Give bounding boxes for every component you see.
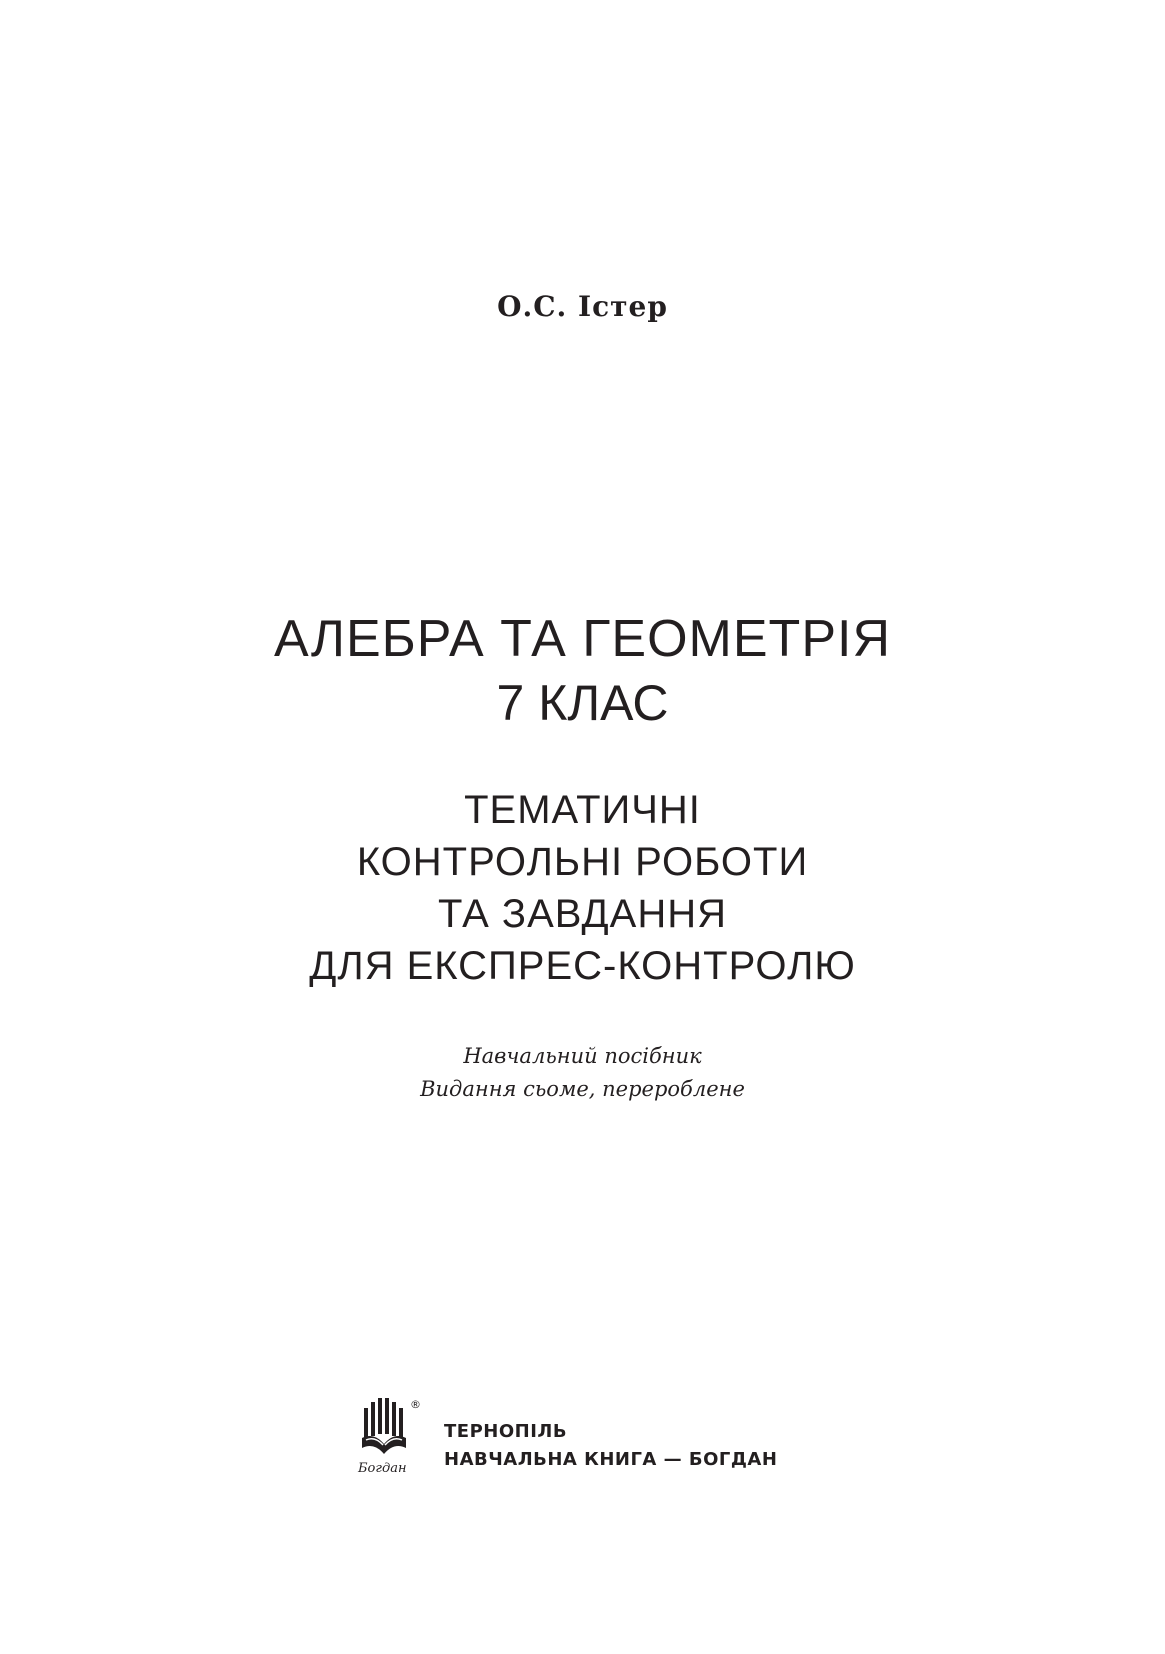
title-line-2: 7 КЛАС <box>496 675 669 731</box>
subtitle-line-4: ДЛЯ ЕКСПРЕС-КОНТРОЛЮ <box>309 944 856 988</box>
subtitle-line-2: КОНТРОЛЬНІ РОБОТИ <box>356 840 809 884</box>
logo-script-text: Богдан <box>358 1461 407 1476</box>
edition-line-1: Навчальний посібник <box>463 1044 702 1068</box>
book-title <box>0 605 1165 733</box>
book-wheat-logo-icon <box>356 1398 426 1478</box>
title-line-1: АЛЕБРА ТА ГЕОМЕТРІЯ <box>274 610 891 668</box>
publisher-city: ТЕРНОПІЛЬ <box>444 1421 568 1442</box>
author-name: О.С. Істер <box>497 290 668 323</box>
publisher-text <box>444 1418 777 1474</box>
edition-info <box>0 1040 1165 1106</box>
subtitle-line-1: ТЕМАТИЧНІ <box>464 788 701 832</box>
publisher-name: НАВЧАЛЬНА КНИГА — БОГДАН <box>444 1449 778 1470</box>
book-subtitle <box>0 784 1165 992</box>
edition-line-2: Видання сьоме, перероблене <box>420 1077 745 1101</box>
publisher-block <box>356 1398 806 1478</box>
subtitle-line-3: ТА ЗАВДАННЯ <box>438 892 727 936</box>
registered-mark: ® <box>410 1398 421 1411</box>
